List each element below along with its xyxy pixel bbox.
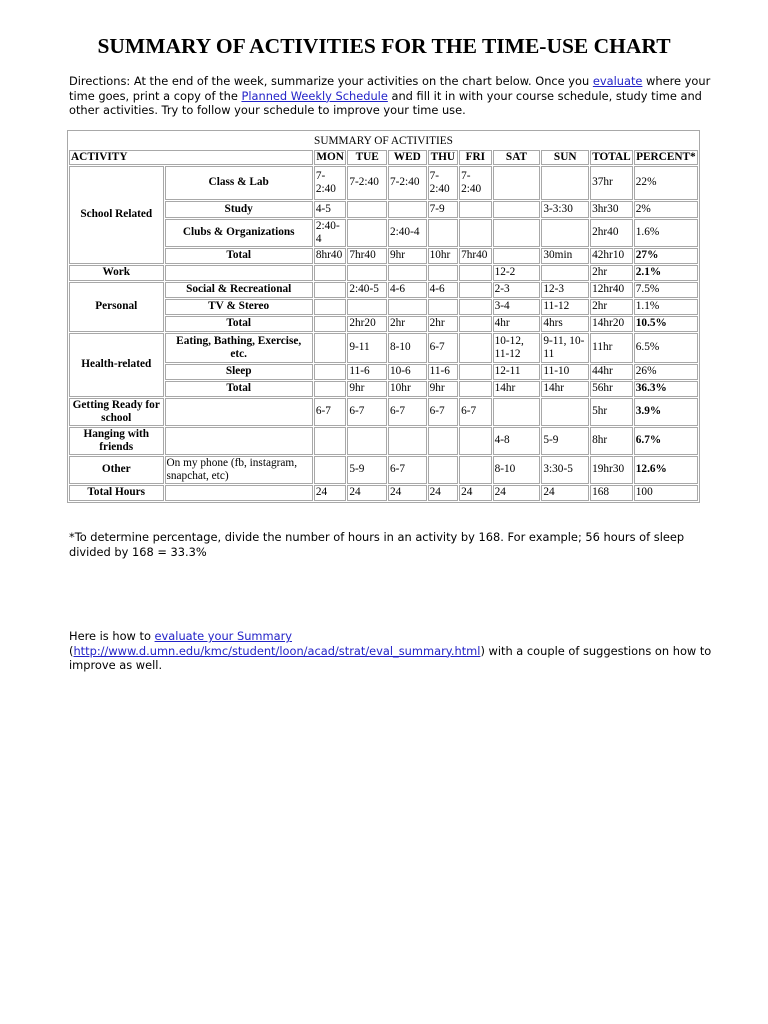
cell-fri — [459, 299, 492, 315]
activity-label: TV & Stereo — [165, 299, 313, 315]
cell-tue: 5-9 — [347, 456, 387, 484]
cell-sat: 4-8 — [493, 427, 541, 455]
cell-percent: 10.5% — [634, 316, 698, 332]
cell-total: 5hr — [590, 398, 633, 426]
cell-mon — [314, 364, 347, 380]
cell-mon: 2:40-4 — [314, 219, 347, 247]
cell-total: 42hr10 — [590, 248, 633, 264]
cell-total: 14hr20 — [590, 316, 633, 332]
activity-label: Total — [165, 381, 313, 397]
activity-label — [165, 485, 313, 501]
cell-fri — [459, 219, 492, 247]
cell-mon — [314, 282, 347, 298]
table-row-ready — [69, 398, 698, 426]
group-work: Work — [69, 265, 164, 281]
header-thu: THU — [428, 150, 458, 165]
cell-thu — [428, 219, 458, 247]
table-row-social — [69, 282, 698, 298]
cell-sat: 4hr — [493, 316, 541, 332]
cell-mon — [314, 316, 347, 332]
cell-thu: 2hr — [428, 316, 458, 332]
cell-percent: 100 — [634, 485, 698, 501]
activity-label: Study — [165, 201, 313, 218]
header-mon: MON — [314, 150, 347, 165]
table-row-total-hours — [69, 485, 698, 501]
header-wed: WED — [388, 150, 427, 165]
cell-thu: 4-6 — [428, 282, 458, 298]
cell-mon — [314, 427, 347, 455]
activity-label — [165, 398, 313, 426]
cell-total: 11hr — [590, 333, 633, 363]
cell-sun: 5-9 — [541, 427, 589, 455]
evaluate-paragraph — [69, 629, 719, 673]
cell-thu — [428, 265, 458, 281]
cell-sat: 10-12, 11-12 — [493, 333, 541, 363]
cell-fri — [459, 364, 492, 380]
group-total-hours: Total Hours — [69, 485, 164, 501]
cell-sun: 3-3:30 — [541, 201, 589, 218]
cell-fri — [459, 381, 492, 397]
cell-mon — [314, 381, 347, 397]
group-hanging: Hanging with friends — [69, 427, 164, 455]
cell-mon — [314, 456, 347, 484]
header-sat: SAT — [493, 150, 541, 165]
cell-total: 2hr40 — [590, 219, 633, 247]
cell-wed: 10-6 — [388, 364, 427, 380]
cell-thu — [428, 299, 458, 315]
group-other: Other — [69, 456, 164, 484]
table-row-hanging — [69, 427, 698, 455]
cell-total: 44hr — [590, 364, 633, 380]
cell-mon: 6-7 — [314, 398, 347, 426]
cell-mon — [314, 299, 347, 315]
header-row — [69, 150, 698, 165]
cell-tue: 9-11 — [347, 333, 387, 363]
directions-paragraph — [69, 74, 719, 118]
group-ready: Getting Ready for school — [69, 398, 164, 426]
header-fri: FRI — [459, 150, 492, 165]
cell-wed: 2hr — [388, 316, 427, 332]
cell-sat: 12-2 — [493, 265, 541, 281]
cell-tue: 24 — [347, 485, 387, 501]
cell-sat: 14hr — [493, 381, 541, 397]
cell-thu: 7-9 — [428, 201, 458, 218]
cell-tue: 7hr40 — [347, 248, 387, 264]
cell-sun: 3:30-5 — [541, 456, 589, 484]
header-sun: SUN — [541, 150, 589, 165]
cell-fri — [459, 265, 492, 281]
table-row-work — [69, 265, 698, 281]
group-health: Health-related — [69, 333, 164, 397]
cell-thu: 10hr — [428, 248, 458, 264]
evaluate-text-2: ( — [69, 643, 74, 658]
cell-sat — [493, 166, 541, 200]
summary-table-body — [69, 132, 698, 501]
group-personal: Personal — [69, 282, 164, 332]
cell-fri — [459, 456, 492, 484]
directions-text-3: and fill it in with your course schedule, study time and other activities. Try to follow your schedule to improve your time use. — [69, 88, 702, 118]
cell-sat: 3-4 — [493, 299, 541, 315]
cell-percent: 1.6% — [634, 219, 698, 247]
cell-percent: 3.9% — [634, 398, 698, 426]
activity-label: Sleep — [165, 364, 313, 380]
cell-fri — [459, 282, 492, 298]
cell-sun: 24 — [541, 485, 589, 501]
evaluate-link[interactable]: evaluate — [592, 74, 643, 88]
cell-fri: 7hr40 — [459, 248, 492, 264]
cell-tue — [347, 299, 387, 315]
cell-tue: 9hr — [347, 381, 387, 397]
cell-thu: 6-7 — [428, 398, 458, 426]
directions-text-2: where your time goes, print a copy of the — [69, 74, 711, 103]
cell-sat: 24 — [493, 485, 541, 501]
cell-percent: 6.7% — [634, 427, 698, 455]
cell-sun — [541, 398, 589, 426]
cell-sun: 9-11, 10-11 — [541, 333, 589, 363]
cell-fri — [459, 316, 492, 332]
cell-total: 8hr — [590, 427, 633, 455]
evaluate-summary-link[interactable]: evaluate your Summary — [154, 629, 293, 643]
activity-label — [165, 427, 313, 455]
cell-thu: 11-6 — [428, 364, 458, 380]
cell-percent: 1.1% — [634, 299, 698, 315]
cell-sun — [541, 219, 589, 247]
cell-wed: 24 — [388, 485, 427, 501]
planned-weekly-schedule-link[interactable]: Planned Weekly Schedule — [241, 88, 388, 103]
activity-label: Clubs & Organizations — [165, 219, 313, 247]
table-row-eating — [69, 333, 698, 363]
cell-percent: 2% — [634, 201, 698, 218]
cell-total: 168 — [590, 485, 633, 501]
cell-percent: 26% — [634, 364, 698, 380]
activity-label: Social & Recreational — [165, 282, 313, 298]
cell-percent: 12.6% — [634, 456, 698, 484]
cell-mon — [314, 265, 347, 281]
cell-tue: 11-6 — [347, 364, 387, 380]
cell-sat: 8-10 — [493, 456, 541, 484]
cell-mon: 7-2:40 — [314, 166, 347, 200]
cell-tue: 7-2:40 — [347, 166, 387, 200]
cell-mon: 8hr40 — [314, 248, 347, 264]
cell-sun: 12-3 — [541, 282, 589, 298]
cell-thu — [428, 427, 458, 455]
cell-sun — [541, 265, 589, 281]
cell-fri: 24 — [459, 485, 492, 501]
table-row-other — [69, 456, 698, 484]
cell-wed — [388, 201, 427, 218]
cell-tue — [347, 219, 387, 247]
cell-wed — [388, 427, 427, 455]
table-row-class-lab — [69, 166, 698, 200]
activity-label — [165, 265, 313, 281]
cell-sat — [493, 398, 541, 426]
cell-fri — [459, 333, 492, 363]
eval-summary-url-link[interactable]: http://www.d.umn.edu/kmc/student/loon/acad/strat/eval_summary.html — [73, 643, 481, 658]
cell-wed: 2:40-4 — [388, 219, 427, 247]
cell-percent: 6.5% — [634, 333, 698, 363]
header-activity: ACTIVITY — [69, 150, 313, 165]
cell-sat: 2-3 — [493, 282, 541, 298]
activity-label: Total — [165, 316, 313, 332]
cell-tue — [347, 265, 387, 281]
cell-sun — [541, 166, 589, 200]
cell-total: 12hr40 — [590, 282, 633, 298]
cell-sat — [493, 201, 541, 218]
cell-wed: 6-7 — [388, 398, 427, 426]
cell-thu: 24 — [428, 485, 458, 501]
table-caption: SUMMARY OF ACTIVITIES — [314, 135, 453, 148]
cell-tue: 6-7 — [347, 398, 387, 426]
cell-fri: 6-7 — [459, 398, 492, 426]
cell-mon — [314, 333, 347, 363]
cell-wed: 9hr — [388, 248, 427, 264]
cell-thu: 7-2:40 — [428, 166, 458, 200]
cell-wed: 7-2:40 — [388, 166, 427, 200]
cell-fri: 7-2:40 — [459, 166, 492, 200]
cell-tue — [347, 427, 387, 455]
cell-tue — [347, 201, 387, 218]
cell-wed — [388, 299, 427, 315]
cell-sun: 30min — [541, 248, 589, 264]
cell-thu: 6-7 — [428, 333, 458, 363]
activity-label: Eating, Bathing, Exercise, etc. — [165, 333, 313, 363]
cell-fri — [459, 201, 492, 218]
cell-mon: 4-5 — [314, 201, 347, 218]
cell-total: 2hr — [590, 265, 633, 281]
header-percent: PERCENT* — [634, 150, 698, 165]
cell-percent: 36.3% — [634, 381, 698, 397]
activity-label: Class & Lab — [165, 166, 313, 200]
cell-percent: 2.1% — [634, 265, 698, 281]
cell-total: 3hr30 — [590, 201, 633, 218]
evaluate-text-1: Here is how to — [69, 629, 155, 643]
caption-row — [69, 132, 698, 149]
cell-sat: 12-11 — [493, 364, 541, 380]
header-tue: TUE — [347, 150, 387, 165]
cell-total: 19hr30 — [590, 456, 633, 484]
group-school: School Related — [69, 166, 164, 264]
cell-wed: 4-6 — [388, 282, 427, 298]
cell-wed: 8-10 — [388, 333, 427, 363]
footnote: *To determine percentage, divide the number of hours in an activity by 168. For example; 56 hours of sleep divided by 168 = 33.3% — [69, 530, 685, 559]
cell-tue: 2:40-5 — [347, 282, 387, 298]
page-title: SUMMARY OF ACTIVITIES FOR THE TIME-USE CHART — [97, 34, 671, 58]
header-total: TOTAL — [590, 150, 633, 165]
cell-thu — [428, 456, 458, 484]
cell-sun: 4hrs — [541, 316, 589, 332]
directions-text-1: Directions: At the end of the week, summarize your activities on the chart below. Once you — [69, 74, 593, 88]
cell-total: 2hr — [590, 299, 633, 315]
cell-wed: 6-7 — [388, 456, 427, 484]
activity-label: On my phone (fb, instagram, snapchat, etc) — [165, 456, 313, 484]
cell-wed — [388, 265, 427, 281]
cell-percent: 22% — [634, 166, 698, 200]
evaluate-text-3: ) with a couple of suggestions on how to improve as well. — [69, 643, 712, 673]
cell-sat — [493, 248, 541, 264]
activity-label: Total — [165, 248, 313, 264]
cell-fri — [459, 427, 492, 455]
cell-percent: 7.5% — [634, 282, 698, 298]
cell-tue: 2hr20 — [347, 316, 387, 332]
cell-thu: 9hr — [428, 381, 458, 397]
cell-sun: 14hr — [541, 381, 589, 397]
cell-total: 37hr — [590, 166, 633, 200]
cell-total: 56hr — [590, 381, 633, 397]
cell-wed: 10hr — [388, 381, 427, 397]
cell-sun: 11-10 — [541, 364, 589, 380]
cell-mon: 24 — [314, 485, 347, 501]
summary-table — [67, 130, 700, 503]
cell-sat — [493, 219, 541, 247]
cell-sun: 11-12 — [541, 299, 589, 315]
cell-percent: 27% — [634, 248, 698, 264]
